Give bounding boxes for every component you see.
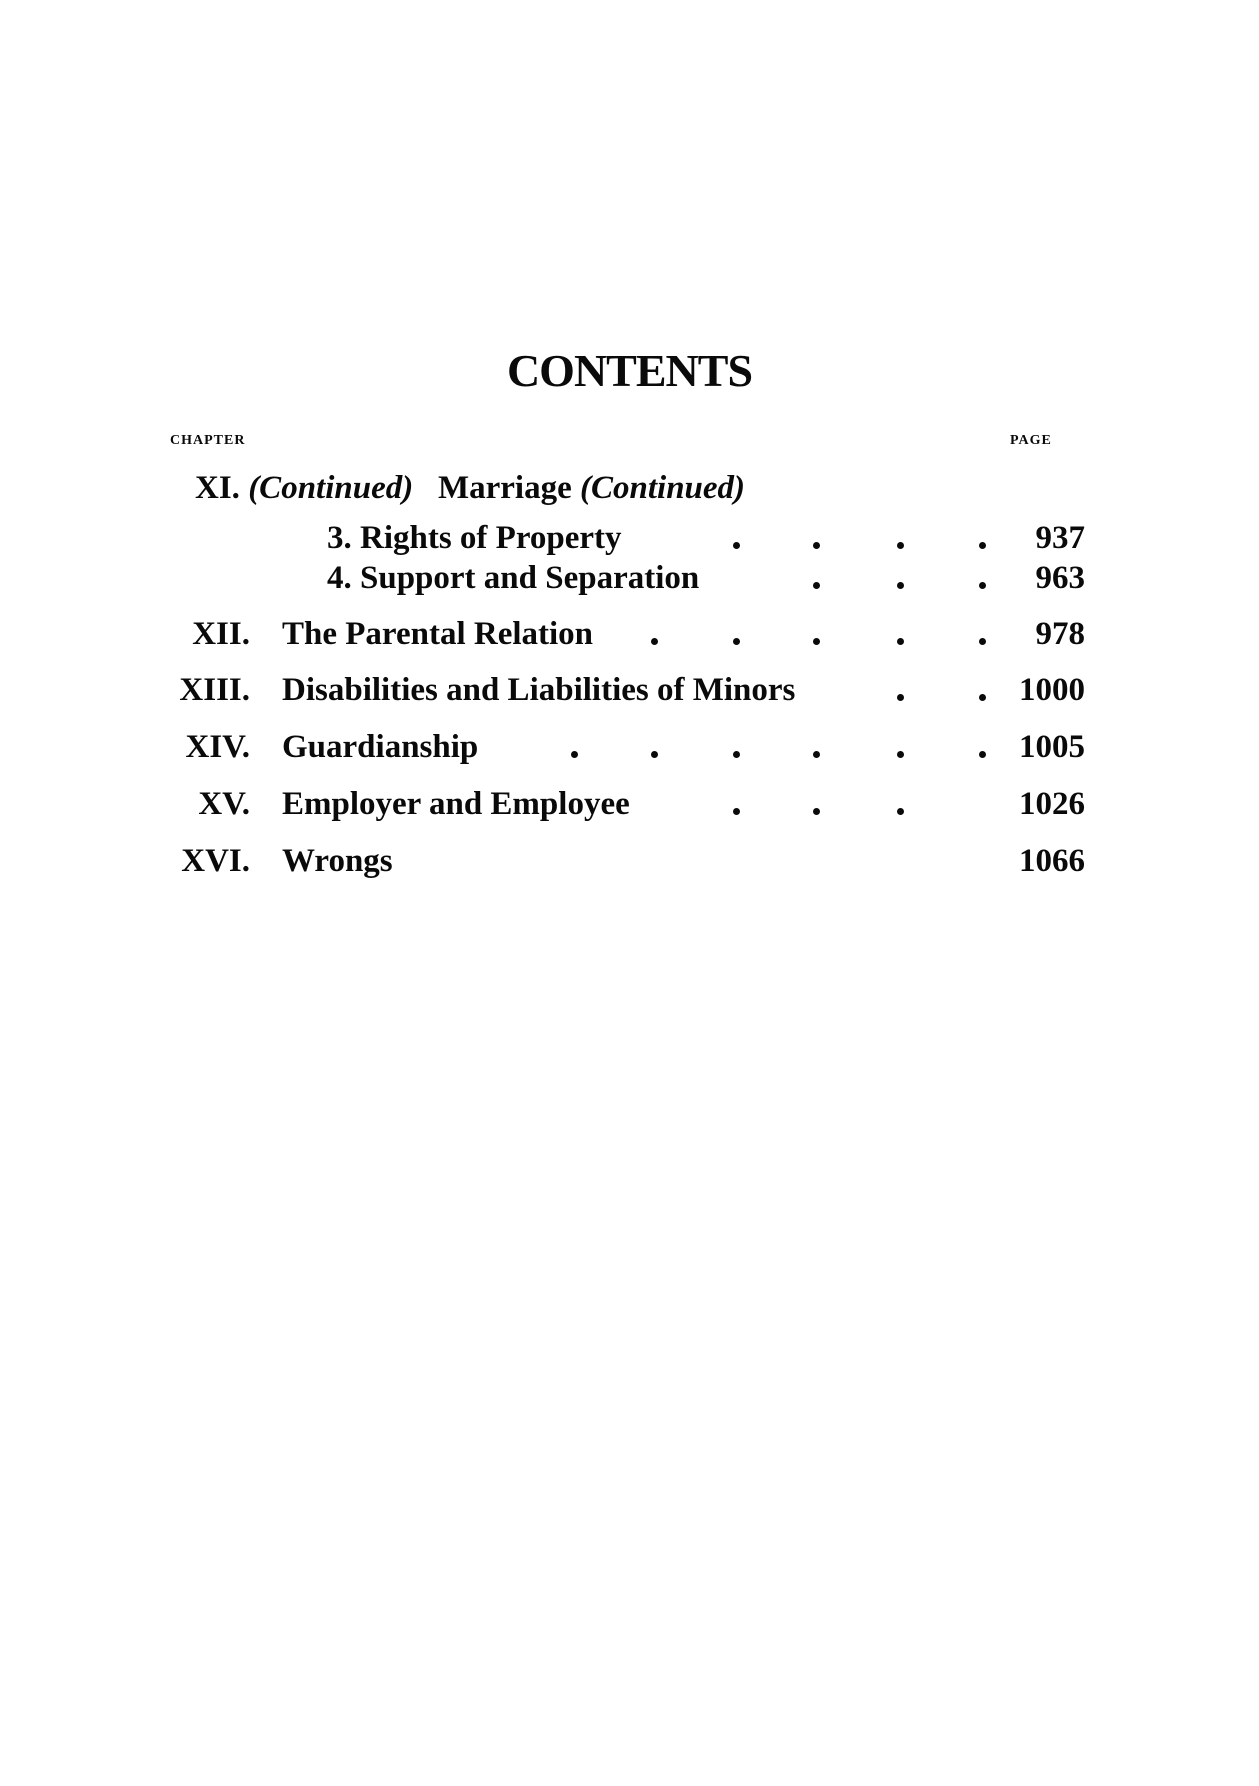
chapter-number: XIII. bbox=[179, 672, 250, 708]
page-number: 978 bbox=[1035, 616, 1085, 652]
toc-entry bbox=[0, 670, 1259, 714]
page-number: 937 bbox=[1035, 520, 1085, 556]
page-number: 1000 bbox=[1019, 672, 1085, 708]
page-number: 963 bbox=[1035, 560, 1085, 596]
chapter-title: The Parental Relation bbox=[282, 616, 594, 652]
chapter-number-note: (Continued) bbox=[248, 470, 414, 506]
chapter-title: Marriage bbox=[437, 470, 572, 506]
chapter-title: Guardianship bbox=[282, 729, 479, 765]
page-title: CONTENTS bbox=[506, 345, 753, 396]
subsection-title: 4. Support and Separation bbox=[327, 560, 700, 596]
page-number: 1005 bbox=[1019, 729, 1085, 765]
toc-subentry bbox=[0, 558, 1259, 602]
toc-entry-continued bbox=[0, 468, 1259, 512]
chapter-number: XVI. bbox=[181, 843, 250, 879]
toc-entry bbox=[0, 784, 1259, 828]
chapter-title: Employer and Employee bbox=[282, 786, 630, 822]
page-number: 1026 bbox=[1019, 786, 1085, 822]
toc-entry bbox=[0, 614, 1259, 658]
chapter-title: Wrongs bbox=[282, 843, 393, 879]
chapter-number: XIV. bbox=[185, 729, 250, 765]
subsection-title: 3. Rights of Property bbox=[327, 520, 622, 556]
toc-subentry bbox=[0, 518, 1259, 562]
toc-entry bbox=[0, 727, 1259, 771]
chapter-column-header: CHAPTER bbox=[170, 433, 246, 448]
chapter-number: XV. bbox=[198, 786, 250, 822]
chapter-title: Disabilities and Liabilities of Minors bbox=[282, 672, 796, 708]
chapter-title-note: (Continued) bbox=[580, 470, 746, 506]
chapter-number: XI. bbox=[195, 470, 240, 506]
toc-entry bbox=[0, 841, 1259, 885]
page-number: 1066 bbox=[1019, 843, 1085, 879]
page-column-header: PAGE bbox=[1010, 433, 1052, 448]
chapter-number: XII. bbox=[192, 616, 250, 652]
continued-chapter-heading bbox=[195, 468, 745, 508]
